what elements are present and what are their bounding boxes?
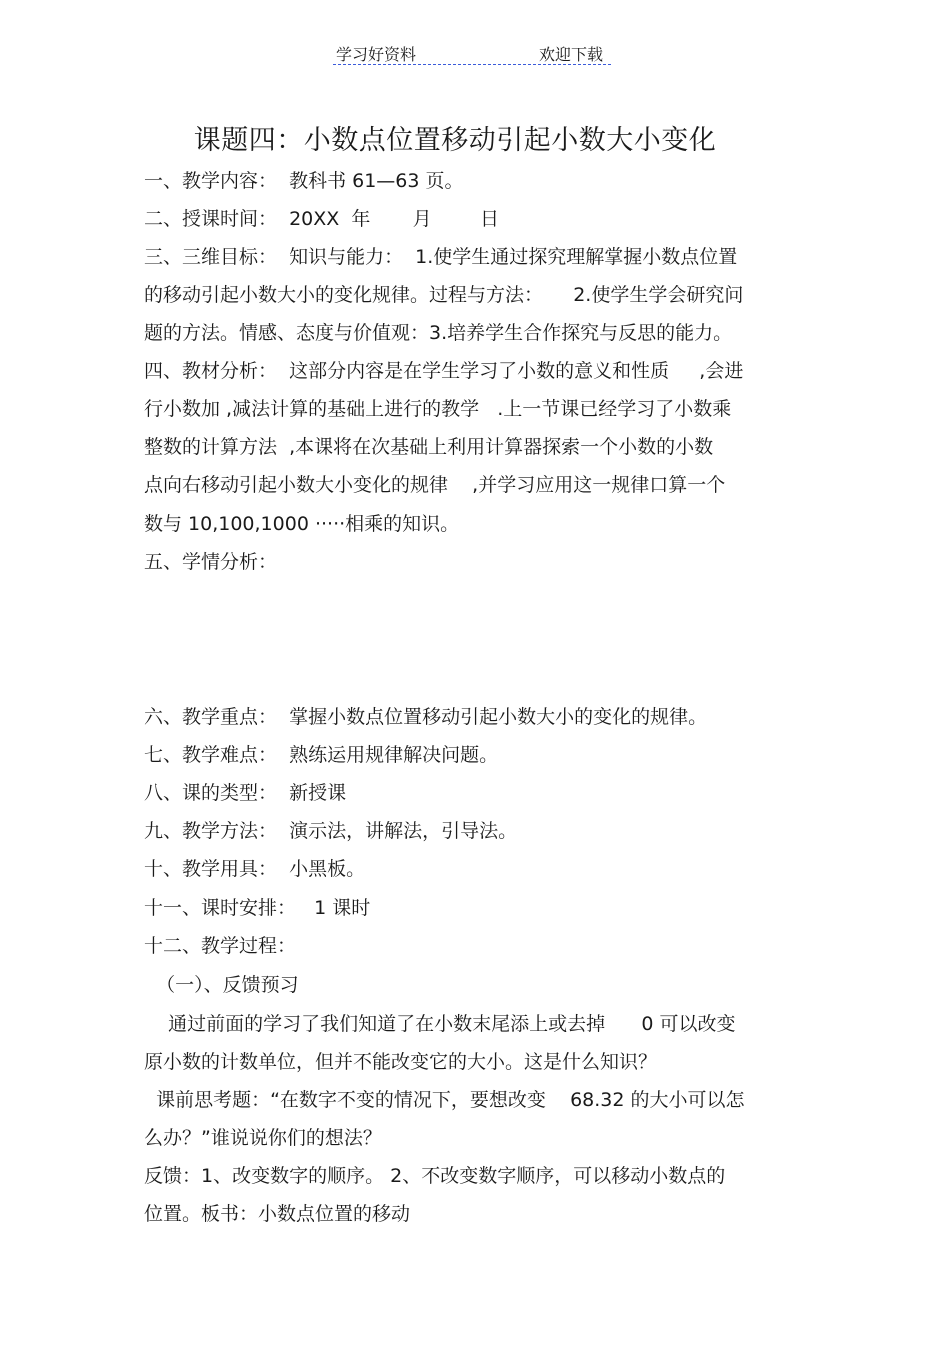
text-line: 八、课的类型： 新授课 bbox=[144, 782, 347, 804]
header-right-text: 欢迎下载 bbox=[539, 45, 604, 64]
text-line: 课前思考题：“在数字不变的情况下，要想改变 68.32 的大小可以怎 bbox=[144, 1089, 745, 1111]
document-title: 课题四：小数点位置移动引起小数大小变化 bbox=[193, 125, 717, 156]
text-line: 原小数的计数单位，但并不能改变它的大小。这是什么知识？ bbox=[144, 1051, 658, 1073]
text-line: 四、教材分析： 这部分内容是在学生学习了小数的意义和性质 ,会进 bbox=[144, 360, 744, 382]
text-line: 位置。板书：小数点位置的移动 bbox=[144, 1203, 411, 1225]
text-line: 十一、课时安排： 1 课时 bbox=[144, 897, 371, 919]
text-line: 一、教学内容： 教科书 61—63 页。 bbox=[144, 170, 464, 192]
text-line: 么办？”谁说说你们的想法？ bbox=[144, 1127, 382, 1149]
text-line: 三、三维目标： 知识与能力： 1.使学生通过探究理解掌握小数点位置 bbox=[144, 246, 738, 268]
text-line: 二、授课时间： 20XX 年 月 日 bbox=[144, 208, 499, 230]
text-line: 点向右移动引起小数大小变化的规律 ,并学习应用这一规律口算一个 bbox=[144, 474, 726, 496]
text-line: 通过前面的学习了我们知道了在小数末尾添上或去掉 0 可以改变 bbox=[144, 1013, 736, 1035]
text-line: 六、教学重点： 掌握小数点位置移动引起小数大小的变化的规律。 bbox=[144, 706, 708, 728]
page-header bbox=[333, 40, 611, 65]
text-line: 数与 10,100,1000 ·····相乘的知识。 bbox=[144, 513, 460, 535]
text-line: 十二、教学过程： bbox=[144, 935, 297, 957]
text-line: 反馈：1、改变数字的顺序。 2、不改变数字顺序，可以移动小数点的 bbox=[144, 1165, 726, 1187]
text-line: 十、教学用具： 小黑板。 bbox=[144, 858, 366, 880]
text-line: 五、学情分析： bbox=[144, 551, 278, 573]
text-line: 题的方法。情感、态度与价值观：3.培养学生合作探究与反思的能力。 bbox=[144, 322, 733, 344]
text-line: 七、教学难点： 熟练运用规律解决问题。 bbox=[144, 744, 499, 766]
header-left-text: 学习好资料 bbox=[336, 45, 417, 64]
text-line: （一）、反馈预习 bbox=[144, 974, 299, 996]
text-line: 整数的计算方法 ,本课将在次基础上利用计算器探索一个小数的小数 bbox=[144, 436, 714, 458]
text-line: 行小数加 ,减法计算的基础上进行的教学 .上一节课已经学习了小数乘 bbox=[144, 398, 732, 420]
text-line: 九、教学方法： 演示法，讲解法，引导法。 bbox=[144, 820, 518, 842]
text-line: 的移动引起小数大小的变化规律。过程与方法： 2.使学生学会研究问 bbox=[144, 284, 744, 306]
